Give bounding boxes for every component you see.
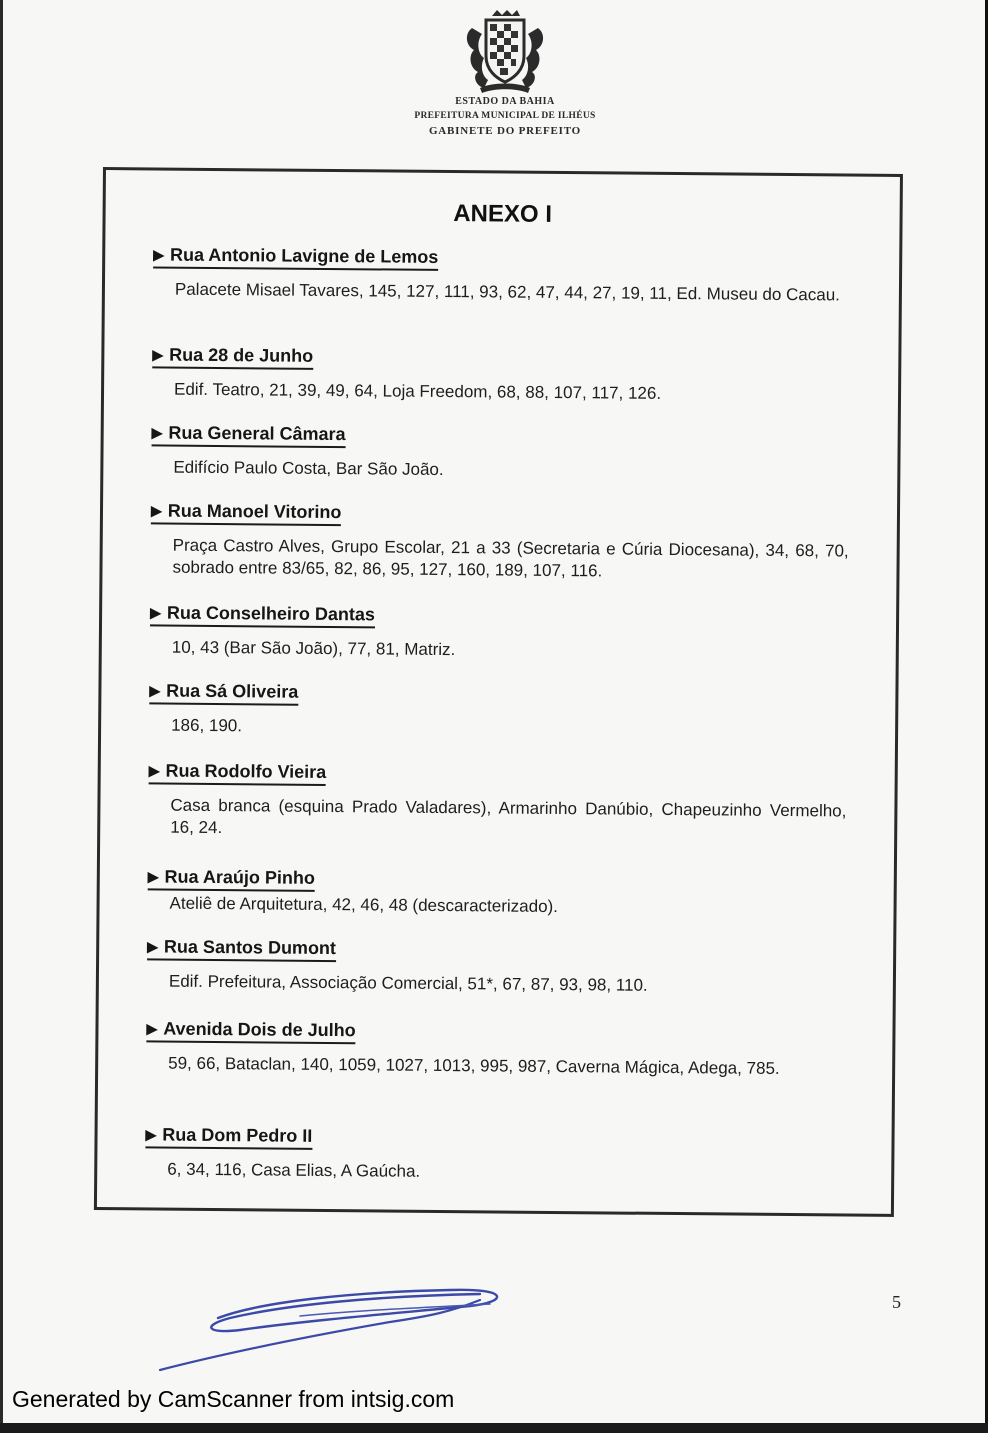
street-heading <box>146 1018 355 1044</box>
street-heading <box>145 1124 312 1149</box>
street-name: Rua Rodolfo Vieira <box>165 760 327 782</box>
coat-of-arms-icon <box>462 10 548 94</box>
street-heading <box>152 422 346 448</box>
triangle-bullet-icon: ▶ <box>153 246 165 263</box>
street-entry <box>146 1018 846 1080</box>
street-buildings: Casa branca (esquina Prado Valadares), Armarinho Danúbio, Chapeuzinho Vermelho, 16, 24. <box>170 795 847 838</box>
street-buildings: Ateliê de Arquitetura, 42, 46, 48 (descaracterizado). <box>169 893 559 916</box>
street-entry <box>153 244 853 306</box>
street-name: Rua Santos Dumont <box>163 936 337 959</box>
triangle-bullet-icon: ▶ <box>147 938 159 955</box>
street-heading <box>149 680 298 705</box>
street-name: Rua Araújo Pinho <box>164 866 316 888</box>
annex-title: ANEXO I <box>453 200 553 228</box>
street-name: Rua Antonio Lavigne de Lemos <box>169 244 439 267</box>
scanner-footer: Generated by CamScanner from intsig.com <box>12 1386 455 1412</box>
triangle-bullet-icon: ▶ <box>147 868 159 885</box>
street-heading <box>153 244 438 270</box>
letterhead-office: GABINETE DO PREFEITO <box>428 125 582 137</box>
street-heading <box>150 602 375 628</box>
triangle-bullet-icon: ▶ <box>145 1126 157 1143</box>
annex-frame <box>94 167 903 1217</box>
scan-left-edge <box>0 0 3 1433</box>
handwritten-signature <box>150 1278 520 1378</box>
triangle-bullet-icon: ▶ <box>151 424 163 441</box>
street-entry <box>145 1124 845 1186</box>
street-name: Rua Sá Oliveira <box>166 680 299 702</box>
triangle-bullet-icon: ▶ <box>146 1020 158 1037</box>
street-buildings: Edif. Teatro, 21, 39, 49, 64, Loja Freedom, 68, 88, 107, 117, 126. <box>173 379 662 403</box>
street-entry <box>150 500 851 584</box>
letterhead-prefecture: PREFEITURA MUNICIPAL DE ILHÉUS <box>414 111 596 121</box>
street-heading <box>147 936 336 962</box>
street-heading <box>151 500 342 526</box>
street-buildings: Praça Castro Alves, Grupo Escolar, 21 a 33 (Secretaria e Cúria Diocesana), 34, 68, 70, sobrado entre 83/65, 82, 86, 95, 127, 160, 189, 107, 116. <box>172 535 849 581</box>
street-buildings: Palacete Misael Tavares, 145, 127, 111, 93, 62, 47, 44, 27, 19, 11, Ed. Museu do Cacau. <box>174 279 841 305</box>
street-buildings: 186, 190. <box>171 715 243 736</box>
street-buildings: Edif. Prefeitura, Associação Comercial, 51*, 67, 87, 93, 98, 110. <box>168 971 648 995</box>
page-number: 5 <box>892 1292 901 1312</box>
street-entry <box>147 866 847 920</box>
street-name: Rua 28 de Junho <box>169 344 314 366</box>
street-name: Rua Manoel Vitorino <box>167 500 342 523</box>
triangle-bullet-icon: ▶ <box>150 604 161 621</box>
street-entry <box>151 422 851 484</box>
street-entry <box>149 680 849 742</box>
street-heading <box>148 866 315 891</box>
street-buildings: 59, 66, Bataclan, 140, 1059, 1027, 1013, 995, 987, Caverna Mágica, Adega, 785. <box>168 1053 780 1078</box>
triangle-bullet-icon: ▶ <box>152 346 164 363</box>
street-entry <box>152 344 852 406</box>
street-heading <box>149 760 327 786</box>
triangle-bullet-icon: ▶ <box>148 762 160 779</box>
street-entry <box>147 936 847 998</box>
street-name: Avenida Dois de Julho <box>163 1018 356 1041</box>
triangle-bullet-icon: ▶ <box>150 502 162 519</box>
letterhead <box>380 94 630 139</box>
street-buildings: Edifício Paulo Costa, Bar São João. <box>173 457 444 479</box>
scan-bottom-edge <box>0 1423 988 1433</box>
street-heading <box>152 344 313 369</box>
street-buildings: 10, 43 (Bar São João), 77, 81, Matriz. <box>171 637 456 660</box>
street-buildings: 6, 34, 116, Casa Elias, A Gaúcha. <box>167 1159 421 1181</box>
street-entry <box>148 760 849 844</box>
letterhead-state: ESTADO DA BAHIA <box>455 96 555 107</box>
triangle-bullet-icon: ▶ <box>149 682 161 699</box>
street-name: Rua General Câmara <box>168 422 346 445</box>
street-name: Rua Dom Pedro II <box>162 1124 313 1146</box>
street-name: Rua Conselheiro Dantas <box>166 602 376 625</box>
street-entry <box>150 602 850 664</box>
